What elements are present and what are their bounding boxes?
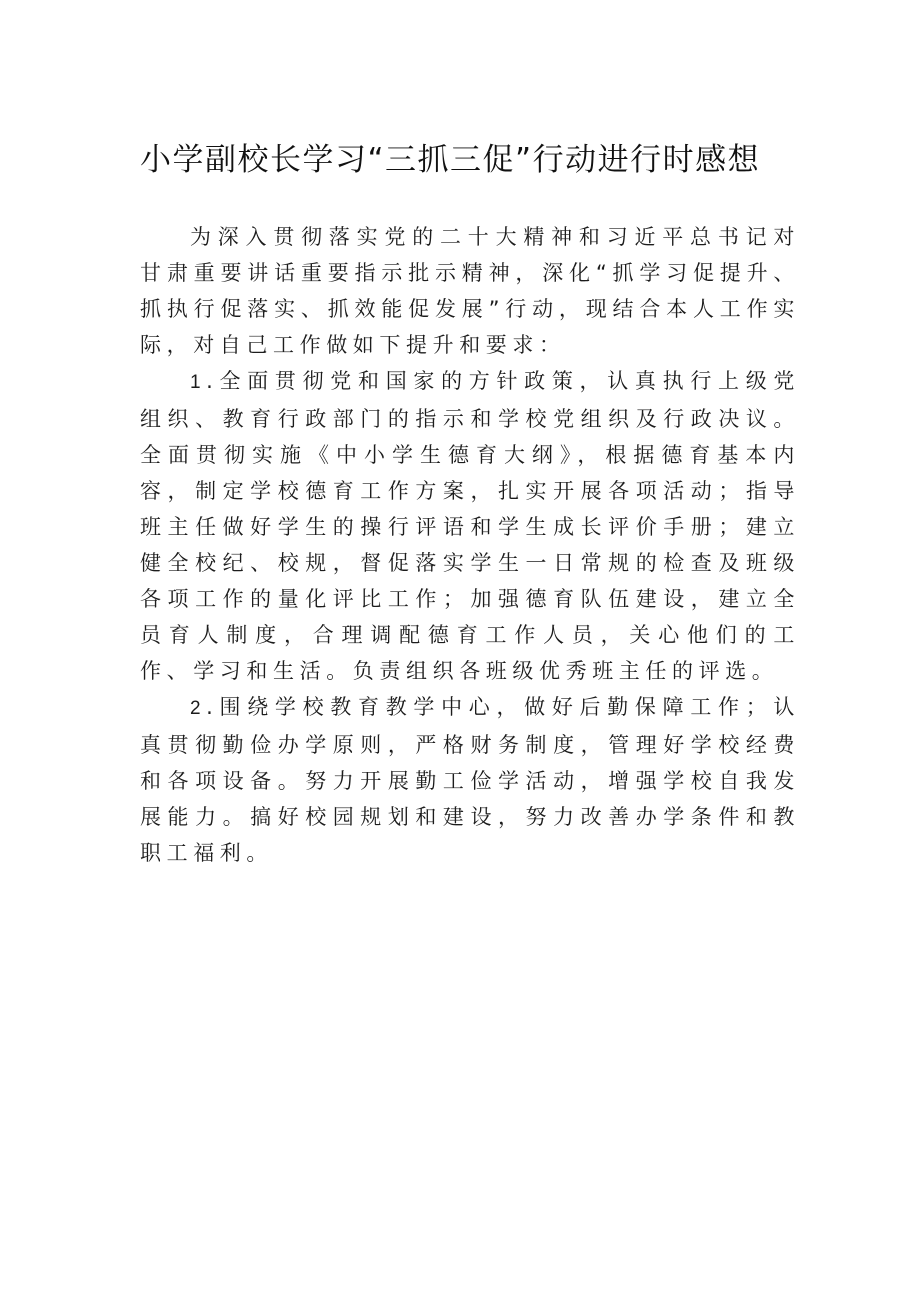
- paragraph-number: 1: [190, 372, 207, 393]
- document-body: [140, 219, 800, 871]
- paragraph-text: .围绕学校教育教学中心，做好后勤保障工作；认真贯彻勤俭办学原则，严格财务制度，管理好学校经费和各项设备。努力开展勤工俭学活动，增强学校自我发展能力。搞好校园规划和建设，努力改善办学条件和教职工福利。: [140, 695, 800, 865]
- paragraph-number: 2: [190, 698, 207, 719]
- document-title: 小学副校长学习“三抓三促”行动进行时感想: [140, 142, 761, 178]
- intro-paragraph: 为深入贯彻落实党的二十大精神和习近平总书记对甘肃重要讲话重要指示批示精神，深化“抓学习促提升、抓执行促落实、抓效能促发展”行动，现结合本人工作实际，对自己工作做如下提升和要求：: [140, 225, 800, 357]
- numbered-paragraph: [140, 689, 800, 871]
- paragraph-text: .全面贯彻党和国家的方针政策，认真执行上级党组织、教育行政部门的指示和学校党组织及行政决议。全面贯彻实施《中小学生德育大纲》，根据德育基本内容，制定学校德育工作方案，扎实开展各项活动；指导班主任做好学生的操行评语和学生成长评价手册；建立健全校纪、校规，督促落实学生一日常规的检查及班级各项工作的量化评比工作；加强德育队伍建设，建立全员育人制度，合理调配德育工作人员，关心他们的工作、学习和生活。负责组织各班级优秀班主任的评选。: [140, 369, 800, 683]
- numbered-paragraph: [140, 363, 800, 689]
